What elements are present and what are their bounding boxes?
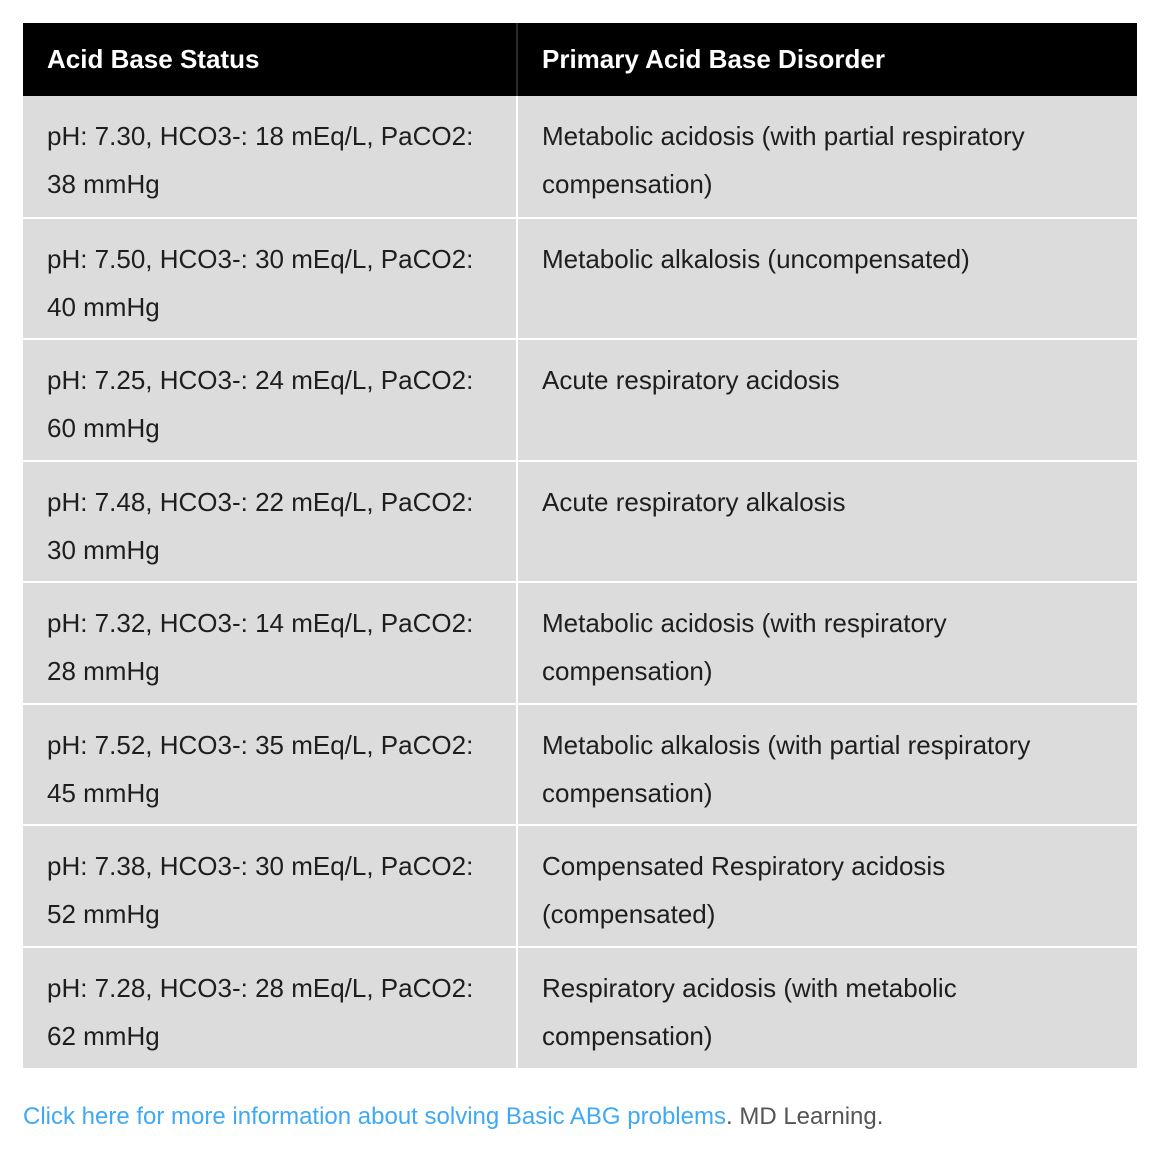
table-row [23,947,1137,1069]
footer-note [23,1103,883,1131]
table-row [23,582,1137,704]
status-cell: pH: 7.38, HCO3-: 30 mEq/L, PaCO2: 52 mmHg [23,825,517,947]
abg-table [23,23,1137,1068]
table-header [23,23,1137,96]
status-cell: pH: 7.48, HCO3-: 22 mEq/L, PaCO2: 30 mmHg [23,461,517,583]
table-row [23,461,1137,583]
table-row [23,218,1137,340]
disorder-cell: Metabolic alkalosis (uncompensated) [517,218,1137,340]
table-row [23,825,1137,947]
disorder-cell: Metabolic acidosis (with respiratory compensation) [517,582,1137,704]
header-acid-base-status: Acid Base Status [23,23,517,96]
status-cell: pH: 7.52, HCO3-: 35 mEq/L, PaCO2: 45 mmHg [23,704,517,826]
header-primary-disorder: Primary Acid Base Disorder [517,23,1137,96]
status-cell: pH: 7.30, HCO3-: 18 mEq/L, PaCO2: 38 mmHg [23,96,517,218]
disorder-cell: Acute respiratory acidosis [517,339,1137,461]
footer-suffix: . MD Learning. [725,1103,884,1130]
table-row [23,704,1137,826]
status-cell: pH: 7.32, HCO3-: 14 mEq/L, PaCO2: 28 mmHg [23,582,517,704]
disorder-cell: Metabolic alkalosis (with partial respiratory compensation) [517,704,1137,826]
table-row [23,96,1137,218]
status-cell: pH: 7.28, HCO3-: 28 mEq/L, PaCO2: 62 mmHg [23,947,517,1069]
disorder-cell: Respiratory acidosis (with metabolic compensation) [517,947,1137,1069]
disorder-cell: Compensated Respiratory acidosis (compensated) [517,825,1137,947]
status-cell: pH: 7.50, HCO3-: 30 mEq/L, PaCO2: 40 mmHg [23,218,517,340]
table-row [23,339,1137,461]
status-cell: pH: 7.25, HCO3-: 24 mEq/L, PaCO2: 60 mmHg [23,339,517,461]
abg-info-link[interactable]: Click here for more information about solving Basic ABG problems [23,1103,726,1130]
header-row [23,23,1137,96]
disorder-cell: Metabolic acidosis (with partial respiratory compensation) [517,96,1137,218]
table-body [23,96,1137,1068]
disorder-cell: Acute respiratory alkalosis [517,461,1137,583]
